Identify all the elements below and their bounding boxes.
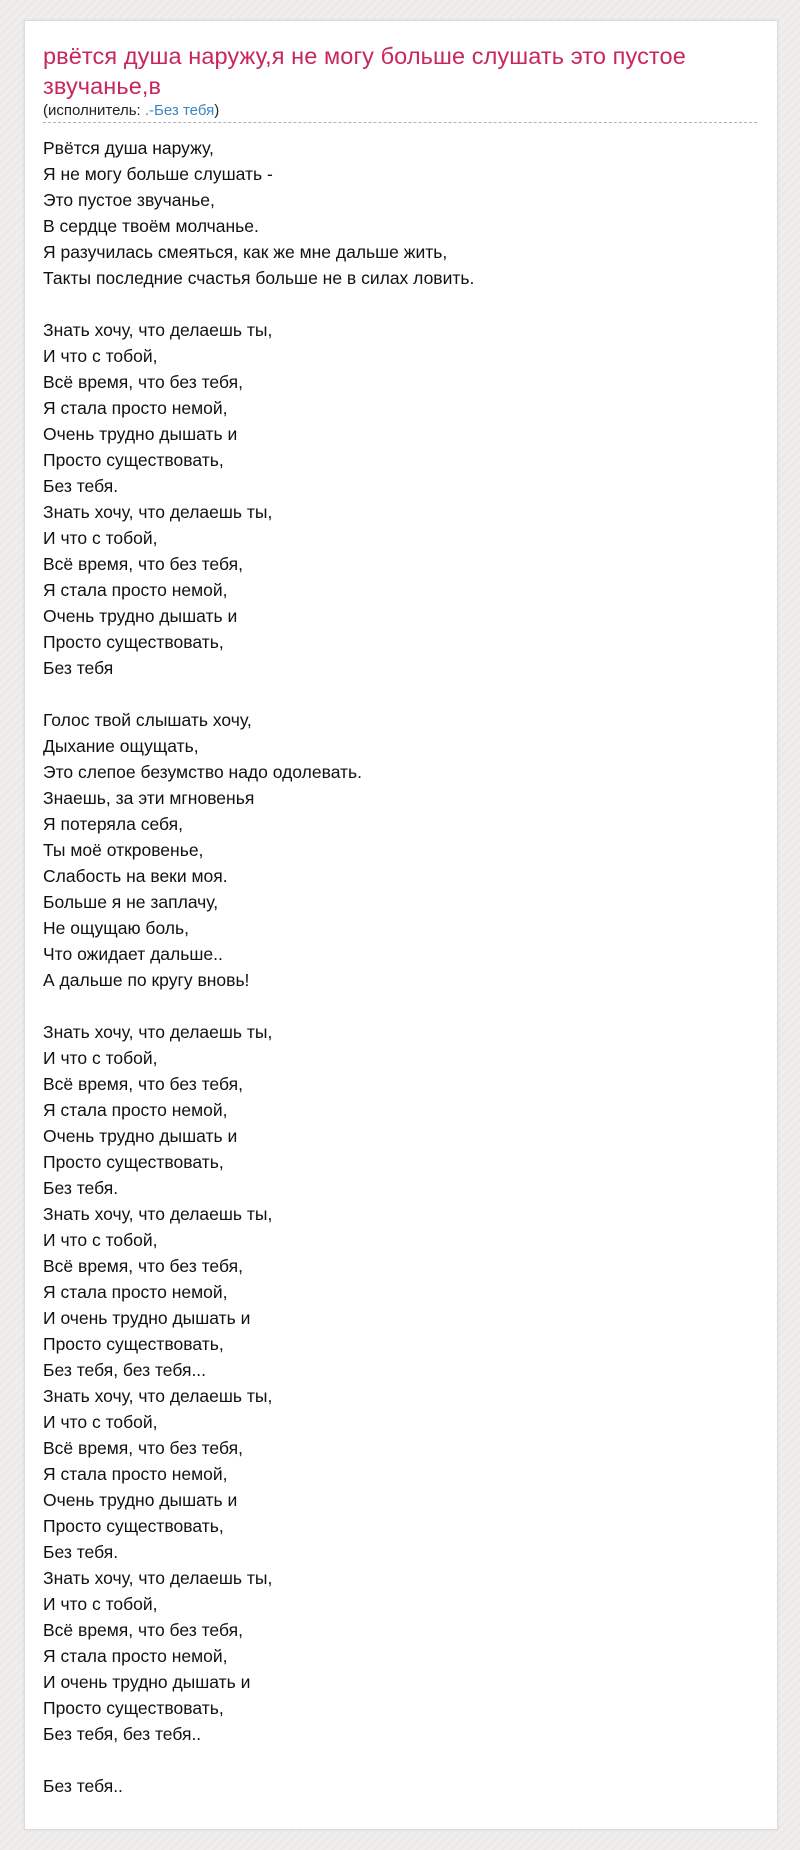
lyric-line: Всё время, что без тебя,: [43, 1620, 243, 1640]
stanza-break: [43, 291, 757, 317]
lyric-line: Очень трудно дышать и: [43, 424, 238, 444]
artist-line: [43, 102, 757, 123]
lyric-line: Слабость на веки моя.: [43, 866, 228, 886]
lyric-line: И очень трудно дышать и: [43, 1308, 251, 1328]
lyrics-card: [24, 20, 778, 1830]
lyric-line: Дыхание ощущать,: [43, 736, 199, 756]
lyric-line: В сердце твоём молчанье.: [43, 216, 259, 236]
lyric-line: А дальше по кругу вновь!: [43, 970, 250, 990]
lyric-line: Ты моё откровенье,: [43, 840, 204, 860]
lyric-line: Просто существовать,: [43, 1516, 224, 1536]
lyric-line: Просто существовать,: [43, 1334, 224, 1354]
lyric-line: Всё время, что без тебя,: [43, 372, 243, 392]
lyric-line: Без тебя.: [43, 476, 119, 496]
lyric-line: Я разучилась смеяться, как же мне дальше жить,: [43, 242, 448, 262]
lyric-line: И очень трудно дышать и: [43, 1672, 251, 1692]
lyric-line: Знать хочу, что делаешь ты,: [43, 320, 273, 340]
lyric-line: Что ожидает дальше..: [43, 944, 223, 964]
lyric-line: Рвётся душа наружу,: [43, 138, 214, 158]
lyric-line: Всё время, что без тебя,: [43, 1438, 243, 1458]
lyric-line: Я потеряла себя,: [43, 814, 183, 834]
artist-link[interactable]: .-Без тебя: [144, 102, 215, 119]
lyric-line: Я стала просто немой,: [43, 580, 228, 600]
lyric-line: Это пустое звучанье,: [43, 190, 215, 210]
lyric-line: Я стала просто немой,: [43, 398, 228, 418]
song-title: рвётся душа наружу,я не могу больше слушать это пустое звучанье,в: [43, 43, 686, 99]
lyric-line: Просто существовать,: [43, 1152, 224, 1172]
lyric-line: И что с тобой,: [43, 1048, 158, 1068]
lyric-line: Просто существовать,: [43, 632, 224, 652]
lyrics-text: [43, 135, 757, 1799]
lyric-line: Я не могу больше слушать -: [43, 164, 273, 184]
lyric-line: И что с тобой,: [43, 1230, 158, 1250]
lyric-line: Я стала просто немой,: [43, 1464, 228, 1484]
lyric-line: Без тебя..: [43, 1776, 123, 1796]
lyric-line: И что с тобой,: [43, 346, 158, 366]
lyric-line: Я стала просто немой,: [43, 1646, 228, 1666]
lyric-line: И что с тобой,: [43, 1412, 158, 1432]
lyric-line: Просто существовать,: [43, 450, 224, 470]
lyric-line: И что с тобой,: [43, 528, 158, 548]
lyric-line: Очень трудно дышать и: [43, 1490, 238, 1510]
lyric-line: Всё время, что без тебя,: [43, 1256, 243, 1276]
lyric-line: Без тебя.: [43, 1542, 119, 1562]
lyric-line: Просто существовать,: [43, 1698, 224, 1718]
lyric-line: Знать хочу, что делаешь ты,: [43, 1568, 273, 1588]
lyric-line: Всё время, что без тебя,: [43, 1074, 243, 1094]
lyric-line: Голос твой слышать хочу,: [43, 710, 252, 730]
lyric-line: Не ощущаю боль,: [43, 918, 189, 938]
stanza-break: [43, 681, 757, 707]
lyric-line: Очень трудно дышать и: [43, 1126, 238, 1146]
stanza-break: [43, 993, 757, 1019]
stanza-break: [43, 1747, 757, 1773]
lyric-line: Это слепое безумство надо одолевать.: [43, 762, 363, 782]
lyric-line: И что с тобой,: [43, 1594, 158, 1614]
lyric-line: Я стала просто немой,: [43, 1100, 228, 1120]
lyric-line: Всё время, что без тебя,: [43, 554, 243, 574]
lyric-line: Такты последние счастья больше не в силах ловить.: [43, 268, 475, 288]
lyric-line: Я стала просто немой,: [43, 1282, 228, 1302]
lyric-line: Больше я не заплачу,: [43, 892, 219, 912]
lyric-line: Очень трудно дышать и: [43, 606, 238, 626]
lyric-line: Знать хочу, что делаешь ты,: [43, 502, 273, 522]
artist-suffix: ): [214, 102, 220, 119]
lyric-line: Без тебя, без тебя..: [43, 1724, 202, 1744]
lyric-line: Знать хочу, что делаешь ты,: [43, 1204, 273, 1224]
lyric-line: Знаешь, за эти мгновенья: [43, 788, 255, 808]
lyric-line: Без тебя, без тебя...: [43, 1360, 207, 1380]
lyric-line: Знать хочу, что делаешь ты,: [43, 1386, 273, 1406]
artist-prefix: (исполнитель:: [43, 102, 145, 119]
lyric-line: Без тебя.: [43, 1178, 119, 1198]
lyric-line: Знать хочу, что делаешь ты,: [43, 1022, 273, 1042]
lyric-line: Без тебя: [43, 658, 114, 678]
